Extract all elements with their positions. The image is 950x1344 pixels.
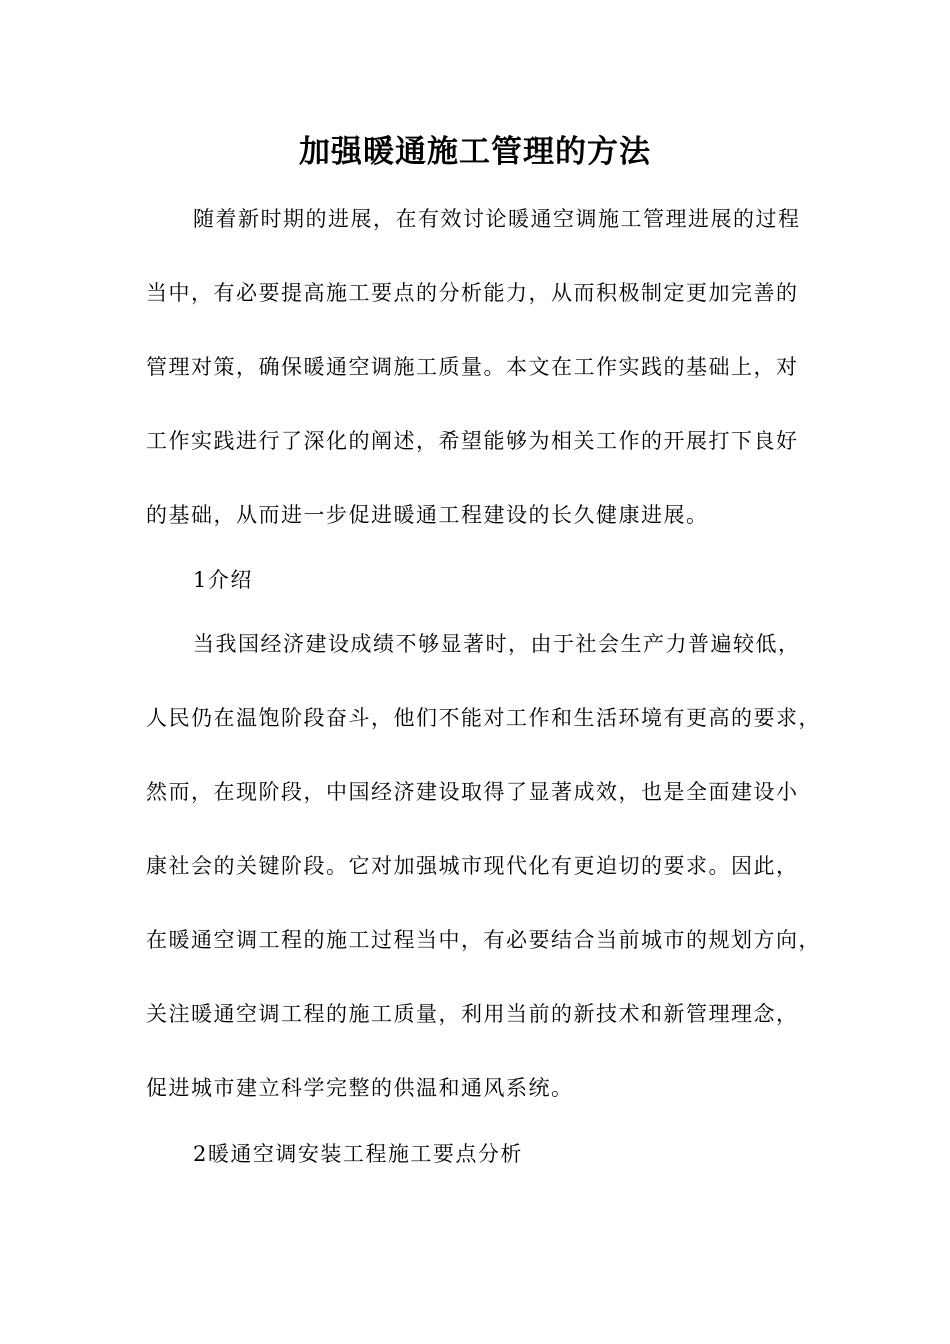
paragraph-line: 促进城市建立科学完整的供温和通风系统。 — [146, 1076, 574, 1100]
paragraph-line: 的基础，从而进一步促进暖通工程建设的长久健康进展。 — [146, 503, 709, 527]
paragraph-line: 当中，有必要提高施工要点的分析能力，从而积极制定更加完善的 — [146, 281, 799, 305]
paragraph-line: 然而，在现阶段，中国经济建设取得了显著成效，也是全面建设小 — [146, 780, 799, 804]
paragraph-line: 关注暖通空调工程的施工质量，利用当前的新技术和新管理理念， — [146, 1002, 799, 1026]
section-heading: 2暖通空调安装工程施工要点分析 — [193, 1142, 523, 1166]
paragraph-line: 人民仍在温饱阶段奋斗，他们不能对工作和生活环境有更高的要求， — [146, 706, 821, 730]
paragraph-line: 康社会的关键阶段。它对加强城市现代化有更迫切的要求。因此， — [146, 854, 799, 878]
paragraph-line: 在暖通空调工程的施工过程当中，有必要结合当前城市的规划方向， — [146, 928, 821, 952]
document-title: 加强暖通施工管理的方法 — [299, 134, 651, 170]
paragraph-line: 随着新时期的进展，在有效讨论暖通空调施工管理进展的过程 — [193, 207, 801, 231]
section-heading: 1介绍 — [193, 568, 253, 592]
paragraph-line: 工作实践进行了深化的阐述，希望能够为相关工作的开展打下良好 — [146, 429, 799, 453]
paragraph-line: 当我国经济建设成绩不够显著时，由于社会生产力普遍较低， — [193, 632, 801, 656]
paragraph-line: 管理对策，确保暖通空调施工质量。本文在工作实践的基础上，对 — [146, 355, 799, 379]
